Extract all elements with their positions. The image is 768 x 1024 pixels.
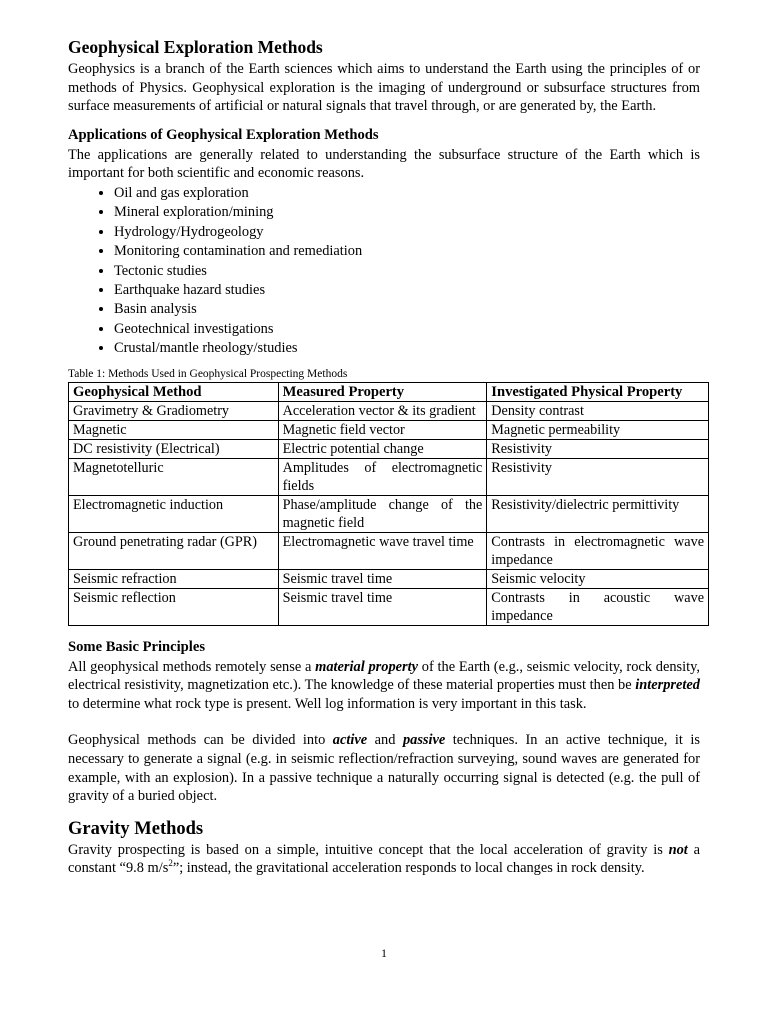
principles-heading: Some Basic Principles [68, 638, 206, 655]
methods-table [68, 382, 709, 626]
emphasis: passive [402, 732, 446, 749]
applications-list [68, 184, 700, 359]
table-cell: Resistivity [487, 458, 709, 495]
table-cell: Magnetic field vector [278, 420, 487, 439]
table-cell: Seismic velocity [487, 569, 709, 588]
table-cell: Contrasts in electromagnetic wave impedance [487, 532, 709, 569]
list-item: • Tectonic studies [114, 262, 700, 281]
table-row [69, 569, 709, 588]
gravity-paragraph: Gravity prospecting is based on a simple, intuitive concept that the local acceleration of gravity is not a constant “9.8 $m/s^2$”; instead, the gravitational acceleration responds to local changes in rock density. [68, 841, 700, 877]
table-row [69, 458, 709, 495]
list-item: • Geotechnical investigations [114, 320, 700, 339]
table-row [69, 401, 709, 420]
table-cell: Magnetotelluric [69, 458, 279, 495]
list-item: • Monitoring contamination and remediation [114, 242, 700, 261]
table-cell: Seismic travel time [278, 588, 487, 625]
table-cell: Magnetic [69, 420, 279, 439]
table-header-row [69, 382, 709, 401]
table-cell: Seismic travel time [278, 569, 487, 588]
table-cell: Amplitudes of electromagnetic fields [278, 458, 487, 495]
column-header: Geophysical Method [69, 382, 279, 401]
table-cell: Electric potential change [278, 439, 487, 458]
table-row [69, 532, 709, 569]
table-cell: Seismic refraction [69, 569, 279, 588]
page-content [68, 36, 704, 878]
emphasis: material property [315, 658, 419, 675]
table-cell: Ground penetrating radar (GPR) [69, 532, 279, 569]
gravity-heading: Gravity Methods [68, 818, 204, 839]
emphasis: interpreted [635, 677, 700, 694]
table-cell: Resistivity [487, 439, 709, 458]
table-cell: Gravimetry & Gradiometry [69, 401, 279, 420]
list-item: • Oil and gas exploration [114, 184, 700, 203]
table-row [69, 495, 709, 532]
principles-paragraph-1: All geophysical methods remotely sense a material property of the Earth (e.g., seismic velocity, rock density, electrical resistivity, magnetization etc.). The knowledge of these material properties must then be interpreted to determine what rock type is present. Well log information is very important in this task. [68, 658, 700, 712]
table-cell: Density contrast [487, 401, 709, 420]
emphasis: not [668, 841, 688, 858]
page-title: Geophysical Exploration Methods [68, 37, 323, 57]
table-cell: Resistivity/dielectric permittivity [487, 495, 709, 532]
table-row [69, 420, 709, 439]
list-item: • Basin analysis [114, 300, 700, 319]
column-header: Investigated Physical Property [487, 382, 709, 401]
emphasis: active [332, 732, 368, 749]
table-cell: Seismic reflection [69, 588, 279, 625]
table-cell: Contrasts in acoustic wave impedance [487, 588, 709, 625]
table-cell: Magnetic permeability [487, 420, 709, 439]
list-item: • Mineral exploration/mining [114, 203, 700, 222]
applications-paragraph: The applications are generally related to understanding the subsurface structure of the Earth which is important for both scientific and economic reasons. [68, 146, 700, 182]
intro-paragraph: Geophysics is a branch of the Earth sciences which aims to understand the Earth using the principles of or methods of Physics. Geophysical exploration is the imaging of underground or subsurface structures from surface measurements of artificial or natural signals that travel through, or are generated by, the Earth. [68, 61, 700, 115]
table-cell: Phase/amplitude change of the magnetic field [278, 495, 487, 532]
list-item: • Earthquake hazard studies [114, 281, 700, 300]
table-row [69, 439, 709, 458]
table-cell: Electromagnetic induction [69, 495, 279, 532]
table-cell: DC resistivity (Electrical) [69, 439, 279, 458]
page-number: 1 [381, 946, 387, 960]
principles-paragraph-2: Geophysical methods can be divided into active and passive techniques. In an active technique, it is necessary to generate a signal (e.g. in seismic reflection/refraction surveying, sound waves are generated for example, with an explosion). In a passive technique a naturally occurring signal is detected (e.g. the pull of gravity of a buried object. [68, 732, 700, 805]
applications-heading: Applications of Geophysical Exploration Methods [68, 126, 379, 143]
table-caption: Table 1: Methods Used in Geophysical Prospecting Methods [68, 367, 348, 380]
table-cell: Electromagnetic wave travel time [278, 532, 487, 569]
list-item: • Hydrology/Hydrogeology [114, 223, 700, 242]
table-cell: Acceleration vector & its gradient [278, 401, 487, 420]
list-item: • Crustal/mantle rheology/studies [114, 339, 700, 358]
column-header: Measured Property [278, 382, 487, 401]
table-row [69, 588, 709, 625]
